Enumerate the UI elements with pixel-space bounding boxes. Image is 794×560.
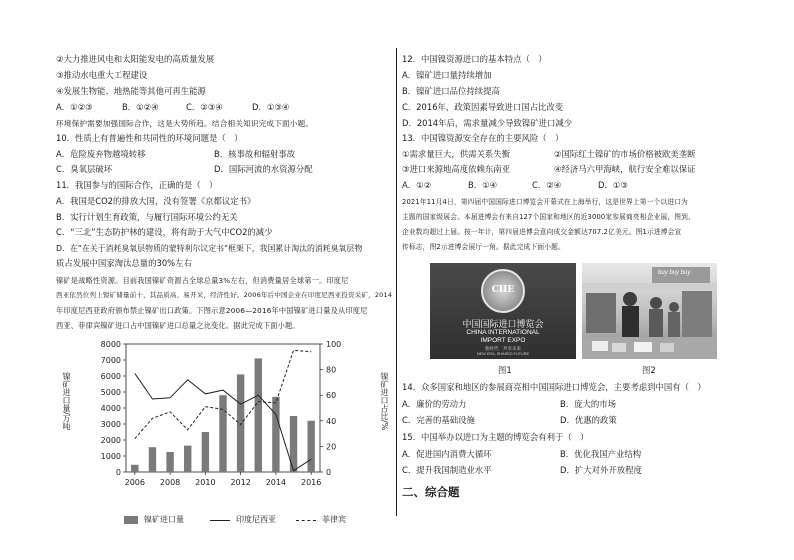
q10-option-c[interactable]: C．臭氧层破坏 bbox=[56, 164, 113, 174]
y-left-tick-label: 5000 bbox=[100, 388, 121, 397]
chart-y-axis-label-left: 镍矿进口量/万吨 bbox=[62, 372, 71, 431]
expo-passage-line-3: 企业数均超过上届。按一年计，第四届进博会意向成交金额达707.2亿美元。图1示进博会宣 bbox=[402, 228, 682, 236]
legend-label-bar: 镍矿进口量 bbox=[144, 515, 184, 524]
q13-option-a[interactable]: A．①② bbox=[402, 180, 432, 190]
passage-line-1: 镍矿是战略性资源。目前我国镍矿资源占全球总量3%左右，但消费量居全球第一。印度尼 bbox=[56, 276, 349, 285]
q13-item-3: ③进口来源地高度依赖东南亚 bbox=[402, 164, 511, 174]
expo-passage-line-1: 2021年11月4日，第四届中国国际进口博览会开幕式在上海举行，这是世界上第一个以进口为 bbox=[402, 198, 689, 206]
booth-sign-text: buy buy buy bbox=[658, 270, 691, 276]
q12-option-a[interactable]: A．镍矿进口量持续增加 bbox=[402, 70, 492, 80]
q12-option-d[interactable]: D．2014年后，需求量减少导致镍矿进口减少 bbox=[402, 118, 573, 128]
y-left-tick-label: 8000 bbox=[100, 340, 121, 349]
q13-option-d[interactable]: D．①③ bbox=[598, 180, 628, 190]
question-14: 14．众多国家和地区的参展商亮相中国国际进口博览会，主要考虑到中国有（ ） bbox=[402, 382, 706, 392]
q14-option-a[interactable]: A．廉价的劳动力 bbox=[402, 399, 467, 409]
exhibition-hall-scene bbox=[582, 263, 717, 359]
bar-2007 bbox=[149, 447, 156, 472]
passage-line-4: 西亚、菲律宾镍矿进口占中国镍矿进口总量之比变化。据此完成下面小题。 bbox=[56, 321, 300, 330]
passage-line-3: 年印度尼西亚政府颁布禁止镍矿出口政策。下图示意2006—2016年中国镍矿进口量及从印度尼 bbox=[56, 306, 368, 315]
option-line-2: ②大力推进风电和太阳能发电的高质量发展 bbox=[56, 54, 215, 64]
chart-legend bbox=[124, 514, 384, 528]
y-right-tick-label: 80 bbox=[326, 365, 337, 375]
x-tick-label: 2016 bbox=[301, 478, 322, 487]
legend-label-dashed: 菲律宾 bbox=[322, 515, 346, 524]
y-right-tick-label: 60 bbox=[326, 391, 337, 401]
y-left-tick-label: 3000 bbox=[100, 420, 121, 429]
chart-y-axis-label-right: 镍矿进口占比/% bbox=[380, 372, 389, 431]
legend-swatch-line bbox=[210, 520, 230, 521]
x-tick-label: 2012 bbox=[230, 478, 251, 487]
y-right-tick-label: 0 bbox=[326, 468, 332, 477]
option-line-4: ④发展生物能、地热能等其他可再生能源 bbox=[56, 86, 206, 96]
figure-2-label: 图2 bbox=[642, 365, 656, 375]
section-heading-comprehensive: 二、综合题 bbox=[402, 485, 460, 499]
q13-option-b[interactable]: B．①④ bbox=[468, 180, 498, 190]
poster-title-cn: 中国国际进口博览会 bbox=[462, 320, 544, 330]
question-15: 15．中国举办以进口为主题的博览会有利于（ ） bbox=[402, 432, 589, 442]
intro-note: 环境保护需要加强国际合作，这是大势所趋。结合相关知识完成下面小题。 bbox=[56, 119, 314, 128]
y-left-tick-label: 6000 bbox=[100, 372, 121, 381]
q9-option-d[interactable]: D．①③④ bbox=[252, 102, 290, 112]
y-left-tick-label: 0 bbox=[115, 468, 121, 477]
bar-2011 bbox=[219, 395, 226, 472]
y-right-tick-label: 40 bbox=[326, 416, 337, 426]
q13-item-4: ④经济马六甲海峡，航行安全难以保证 bbox=[554, 164, 696, 174]
legend-swatch-bar bbox=[124, 516, 138, 524]
figure-1-expo-poster bbox=[430, 263, 576, 359]
q15-option-b[interactable]: B．优化我国产业结构 bbox=[560, 449, 642, 459]
q15-option-a[interactable]: A．促进国内消费大循环 bbox=[402, 449, 492, 459]
question-10: 10．性质上有普遍性和共同性的环境问题是（ ） bbox=[56, 133, 243, 143]
bar-2006 bbox=[131, 465, 138, 472]
legend-swatch-dashed bbox=[296, 520, 316, 521]
q9-option-a[interactable]: A．①②③ bbox=[56, 102, 93, 112]
q10-option-a[interactable]: A．危险废弃物越境转移 bbox=[56, 149, 146, 159]
y-left-tick-label: 2000 bbox=[100, 436, 121, 445]
q12-option-c[interactable]: C．2016年，政策因素导致进口国占比改变 bbox=[402, 102, 564, 112]
y-right-tick-label: 20 bbox=[326, 442, 337, 452]
poster-slogan-en: NEW ERA, SHARED FUTURE bbox=[476, 352, 530, 356]
q9-option-b[interactable]: B．①②④ bbox=[122, 102, 159, 112]
ciie-logo bbox=[481, 269, 525, 313]
poster-title-en-1: CHINA INTERNATIONAL bbox=[466, 329, 540, 336]
y-left-tick-label: 1000 bbox=[100, 452, 121, 461]
q15-option-d[interactable]: D．扩大对外开放程度 bbox=[560, 465, 642, 475]
question-11: 11．我国参与的国际合作，正确的是（ ） bbox=[56, 180, 218, 190]
q13-option-c[interactable]: C．②④ bbox=[532, 180, 562, 190]
x-tick-label: 2006 bbox=[124, 478, 145, 487]
q14-option-b[interactable]: B．庞大的市场 bbox=[560, 399, 616, 409]
q11-option-c[interactable]: C．“三北”生态防护林的建设，将有助于大气中CO2的减少 bbox=[56, 227, 273, 237]
q11-option-d[interactable]: D．在“在关于消耗臭氧层物质的蒙特利尔议定书”框架下，我国累计淘汰的消耗臭氧层物 bbox=[56, 244, 363, 253]
figure-1-label: 图1 bbox=[498, 365, 512, 375]
q14-option-c[interactable]: C．完善的基础设施 bbox=[402, 415, 475, 425]
expo-passage-line-4: 传标志，图2示进博会展厅一角。据此完成下面小题。 bbox=[402, 243, 565, 251]
q11-option-d-cont: 质占发展中国家淘汰总量的30%左右 bbox=[56, 258, 192, 268]
q13-item-1: ①需求量巨大，供需关系失衡 bbox=[402, 149, 511, 159]
x-tick-label: 2010 bbox=[195, 478, 216, 487]
y-left-tick-label: 7000 bbox=[100, 356, 121, 365]
y-left-tick-label: 4000 bbox=[100, 404, 121, 413]
q11-option-b[interactable]: B．实行计划生育政策，与履行国际环境公约无关 bbox=[56, 212, 238, 222]
poster-title-en-2: IMPORT EXPO bbox=[480, 337, 526, 344]
figure-2-exhibition-hall bbox=[582, 263, 717, 359]
q11-option-a[interactable]: A．我国是CO2的排放大国，没有签署《京都议定书》 bbox=[56, 196, 256, 206]
q14-option-d[interactable]: D．优惠的政策 bbox=[560, 415, 617, 425]
bar-2014 bbox=[272, 397, 279, 472]
q10-option-d[interactable]: D．国际河流的水资源分配 bbox=[214, 164, 313, 174]
q13-item-2: ②国际红土镍矿的市场价格被欧美垄断 bbox=[554, 149, 696, 159]
question-13: 13．中国镍资源安全存在的主要风险（ ） bbox=[402, 133, 564, 143]
q15-option-c[interactable]: C．提升我国制造业水平 bbox=[402, 465, 492, 475]
bar-2013 bbox=[255, 358, 262, 472]
bar-2008 bbox=[166, 452, 173, 472]
bar-2016 bbox=[307, 421, 314, 472]
poster-slogan: 新时代 共享未来 bbox=[485, 347, 521, 352]
ciie-logo-text: CIIE bbox=[491, 285, 515, 295]
legend-label-line: 印度尼西亚 bbox=[236, 515, 276, 524]
bar-2009 bbox=[184, 446, 191, 472]
bar-2012 bbox=[237, 374, 244, 472]
x-tick-label: 2008 bbox=[159, 478, 181, 487]
bar-2010 bbox=[202, 432, 209, 472]
column-divider bbox=[396, 48, 397, 516]
question-12: 12．中国镍资源进口的基本特点（ ） bbox=[402, 54, 547, 64]
y-right-tick-label: 100 bbox=[326, 340, 342, 349]
x-tick-label: 2014 bbox=[265, 478, 287, 487]
q12-option-b[interactable]: B．镍矿进口品位持续提高 bbox=[402, 86, 500, 96]
q10-option-b[interactable]: B．核事故和辐射事故 bbox=[214, 149, 296, 159]
nickel-import-chart bbox=[80, 336, 380, 506]
passage-line-2: 西亚依然位列上镍矿储量前十，其品质高、易开采，经济性好。2006年后中国企业在印度尼西亚投资采矿，2014 bbox=[56, 291, 393, 299]
expo-passage-line-2: 主题的国家级展会。本届进博会有来自127个国家和地区的近3000家参展商亮相企业展，图到、 bbox=[402, 213, 695, 221]
option-line-3: ③推动水电重大工程建设 bbox=[56, 70, 148, 80]
q9-option-c[interactable]: C．②③④ bbox=[186, 102, 223, 112]
